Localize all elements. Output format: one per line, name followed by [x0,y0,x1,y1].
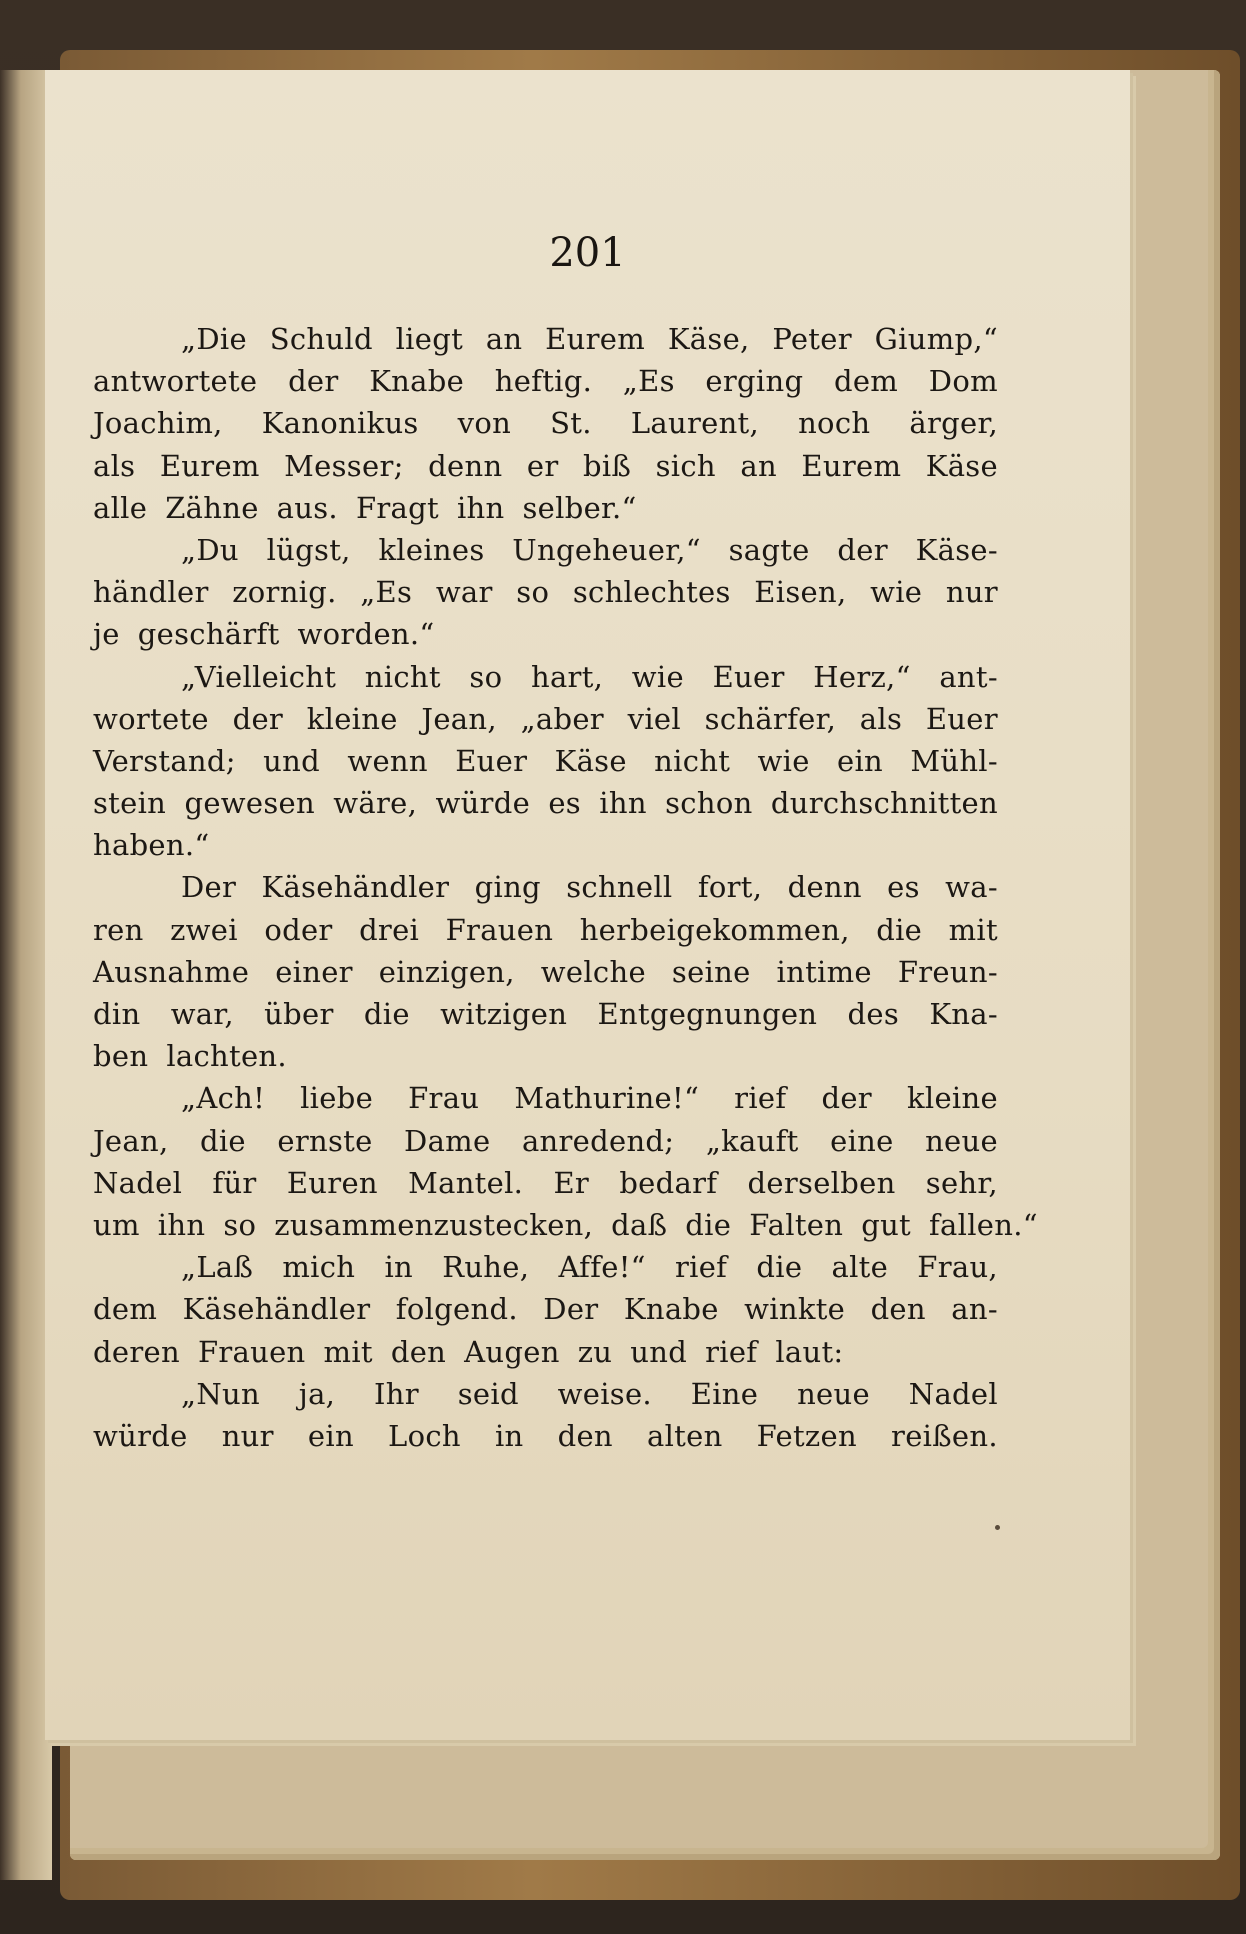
text-line: Der Käsehändler ging schnell fort, denn es wa- [181,870,998,905]
text-line: „Du lügst, kleines Ungeheuer,“ sagte der Käse- [181,532,998,567]
text-line: ren zwei oder drei Frauen herbeigekommen, die mit [93,912,998,947]
text-line: um ihn so zusammenzustecken, daß die Falten gut fallen.“ [93,1207,1038,1242]
text-line: ben lachten. [93,1039,287,1074]
text-line: „Vielleicht nicht so hart, wie Euer Herz,“ ant- [181,659,998,694]
text-line: je geschärft worden.“ [93,617,435,652]
text-line: Joachim, Kanonikus von St. Laurent, noch ärger, [93,406,998,441]
paper-speck [995,1525,1000,1530]
text-line: wortete der kleine Jean, „aber viel schärfer, als Euer [93,701,998,736]
text-line: „Die Schuld liegt an Eurem Käse, Peter Giump,“ [181,322,998,356]
book-page [45,70,1130,1740]
text-line: als Eurem Messer; denn er biß sich an Eurem Käse [93,448,998,483]
text-line: händler zornig. „Es war so schlechtes Eisen, wie nur [93,575,998,610]
text-line: Nadel für Euren Mantel. Er bedarf derselben sehr, [93,1165,998,1200]
text-line: stein gewesen wäre, würde es ihn schon durchschnitten [93,786,998,821]
text-line: antwortete der Knabe heftig. „Es erging dem Dom [93,364,998,399]
text-line: Ausnahme einer einzigen, welche seine intime Freun- [93,954,998,989]
text-line: deren Frauen mit den Augen zu und rief laut: [93,1334,844,1369]
text-line: haben.“ [93,828,210,863]
text-line: alle Zähne aus. Fragt ihn selber.“ [93,490,637,525]
page-number: 201 [549,230,626,276]
text-line: würde nur ein Loch in den alten Fetzen reißen. [93,1418,998,1453]
text-line: dem Käsehändler folgend. Der Knabe winkte den an- [93,1292,998,1327]
text-line: „Laß mich in Ruhe, Affe!“ rief die alte Frau, [181,1250,998,1285]
text-line: din war, über die witzigen Entgegnungen des Kna- [93,997,998,1031]
body-text [93,318,1038,1457]
text-line: Jean, die ernste Dame anredend; „kauft eine neue [93,1123,998,1158]
text-line: Verstand; und wenn Euer Käse nicht wie ein Mühl- [93,743,998,778]
text-line: „Nun ja, Ihr seid weise. Eine neue Nadel [181,1376,998,1411]
text-line: „Ach! liebe Frau Mathurine!“ rief der kleine [181,1081,998,1116]
